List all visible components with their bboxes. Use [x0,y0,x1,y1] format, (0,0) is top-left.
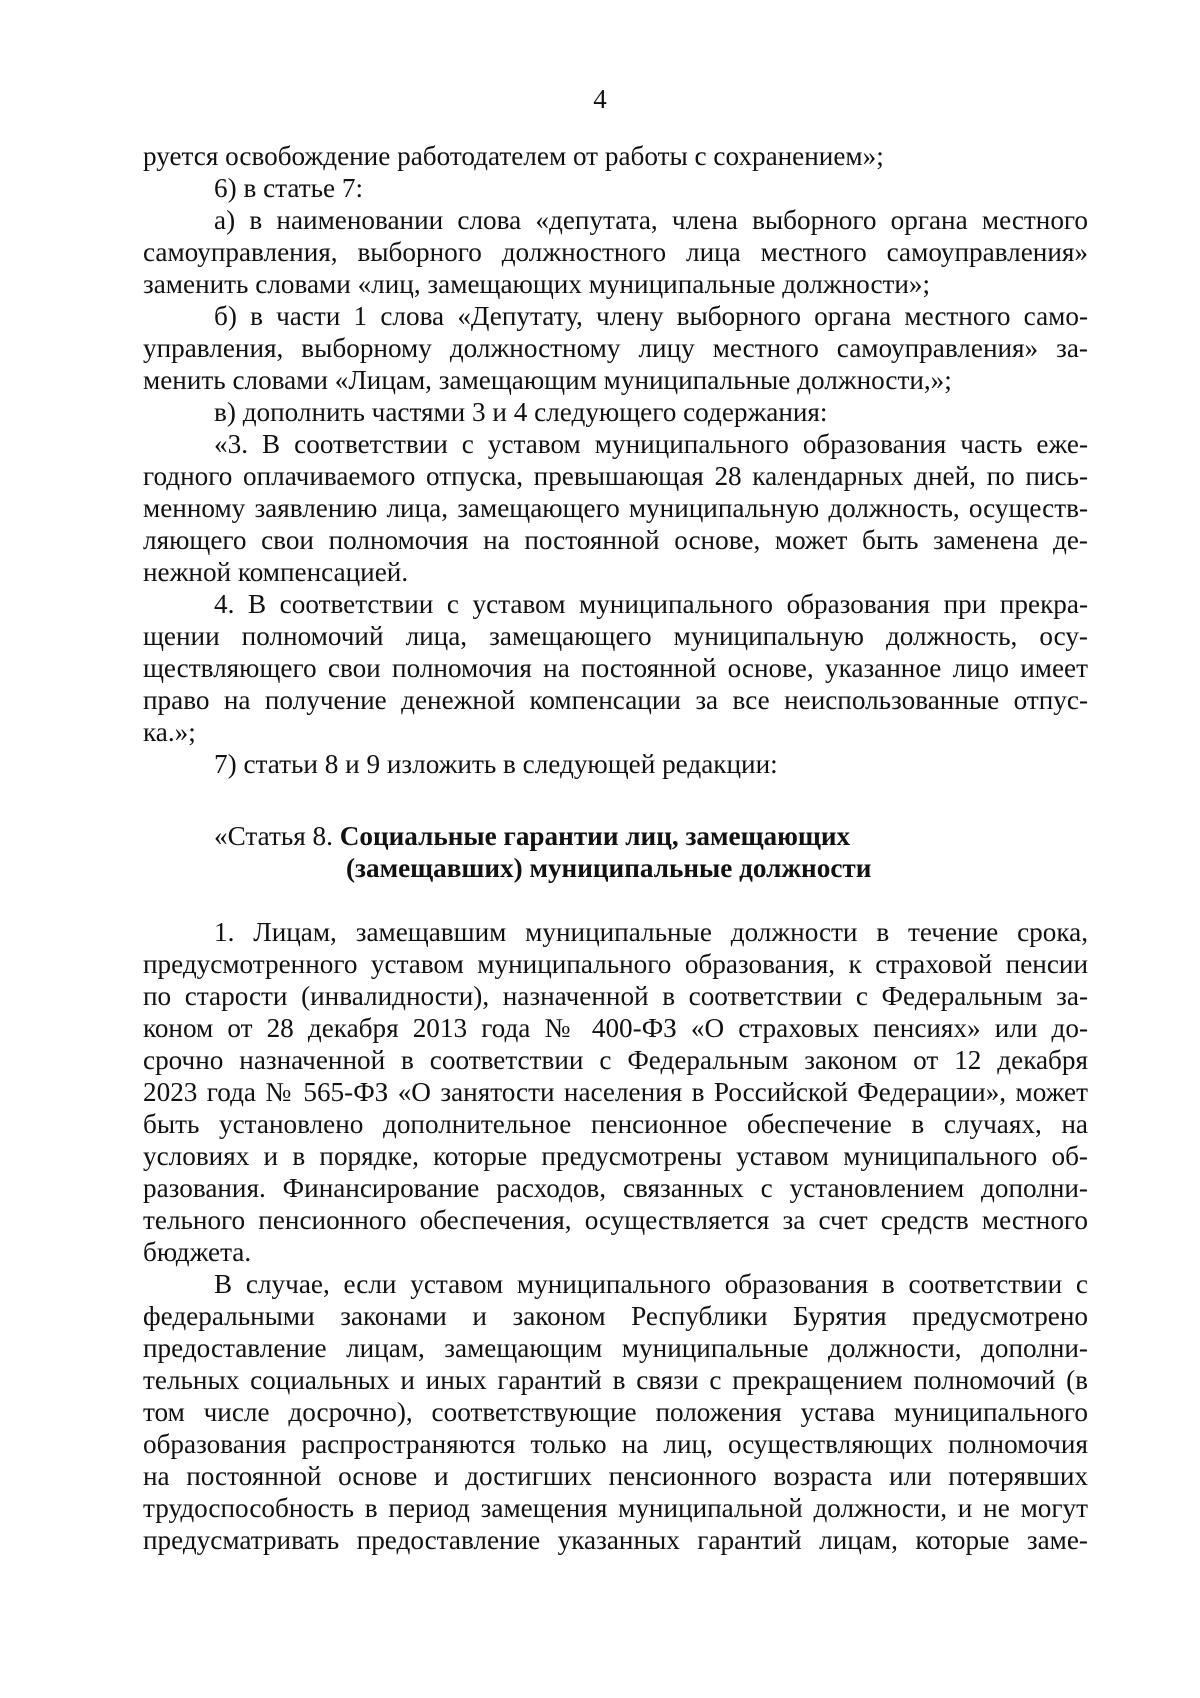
text-line: ка.»; [143,717,196,747]
text-line: коном от 28 декабря 2013 года № 400-ФЗ «О страховых пенсиях» или до- [143,1013,1088,1043]
text-line: право на получение денежной компенсации за все неиспользованные отпус- [143,685,1088,715]
text-line: щении полномочий лица, замещающего муниципальную должность, осу- [143,621,1088,651]
text-line: ществляющего свои полномочия на постоянной основе, указанное лицо имеет [143,653,1088,683]
text-line: 4. В соответствии с уставом муниципального образования при прекра- [214,589,1088,619]
text-line: В случае, если уставом муниципального образования в соответствии с [214,1269,1088,1299]
text-line: 6) в статье 7: [214,173,364,203]
text-line: менному заявлению лица, замещающего муниципальную должность, осуществ- [143,493,1088,523]
text-line: самоуправления, выборного должностного лица местного самоуправления» [143,237,1088,267]
text-line: разования. Финансирование расходов, связанных с установлением дополни- [143,1173,1088,1203]
text-line: тельного пенсионного обеспечения, осуществляется за счет средств местного [143,1205,1088,1235]
text-line: ляющего свои полномочия на постоянной основе, может быть заменена де- [143,525,1088,555]
text-line: том числе досрочно), соответствующие положения устава муниципального [143,1397,1088,1427]
text-line: руется освобождение работодателем от работы с сохранением»; [143,141,884,171]
text-line: а) в наименовании слова «депутата, члена выборного органа местного [214,205,1088,235]
text-line: бюджета. [143,1237,252,1267]
text-line: менить словами «Лицам, замещающим муниципальные должности,»; [143,365,952,395]
text-line: предусмотренного уставом муниципального образования, к страховой пенсии [143,949,1088,979]
text-line: управления, выборному должностному лицу местного самоуправления» за- [143,333,1088,363]
text-line: 1. Лицам, замещавшим муниципальные должности в течение срока, [214,917,1088,947]
text-line: федеральными законами и законом Республики Бурятия предусмотрено [143,1301,1088,1331]
text-line: 7) статьи 8 и 9 изложить в следующей редакции: [214,749,778,779]
text-line: предусматривать предоставление указанных гарантий лицам, которые заме- [143,1525,1088,1555]
text-line: в) дополнить частями 3 и 4 следующего содержания: [214,397,828,427]
text-line: «3. В соответствии с уставом муниципального образования часть еже- [214,429,1088,459]
text-line: срочно назначенной в соответствии с Федеральным законом от 12 декабря [143,1045,1088,1075]
text-line: б) в части 1 слова «Депутату, члену выборного органа местного само- [214,301,1088,331]
text-line: заменить словами «лиц, замещающих муниципальные должности»; [143,269,931,299]
text-line: 2023 года № 565-ФЗ «О занятости населения в Российской Федерации», может [143,1077,1088,1107]
article-heading-prefix: «Статья 8. [214,821,340,851]
article-heading-title-continued: (замещавших) муниципальные должности [346,853,872,883]
text-line: на постоянной основе и достигших пенсионного возраста или потерявших [143,1461,1088,1491]
text-line: нежной компенсацией. [143,557,409,587]
text-line: тельных социальных и иных гарантий в связи с прекращением полномочий (в [143,1365,1088,1395]
text-line: предоставление лицам, замещающим муниципальные должности, дополни- [143,1333,1088,1363]
text-line: быть установлено дополнительное пенсионное обеспечение в случаях, на [143,1109,1088,1139]
text-line: образования распространяются только на лиц, осуществляющих полномочия [143,1429,1088,1459]
text-line: условиях и в порядке, которые предусмотрены уставом муниципального об- [143,1141,1088,1171]
text-line: трудоспособность в период замещения муниципальной должности, и не могут [143,1493,1088,1523]
text-line: по старости (инвалидности), назначенной в соответствии с Федеральным за- [143,981,1088,1011]
document-body [143,140,1088,1556]
article-heading-title: Социальные гарантии лиц, замещающих [339,821,851,851]
text-line: годного оплачиваемого отпуска, превышающая 28 календарных дней, по пись- [143,461,1088,491]
article-heading [143,820,1088,884]
page-number: 4 [593,84,607,114]
